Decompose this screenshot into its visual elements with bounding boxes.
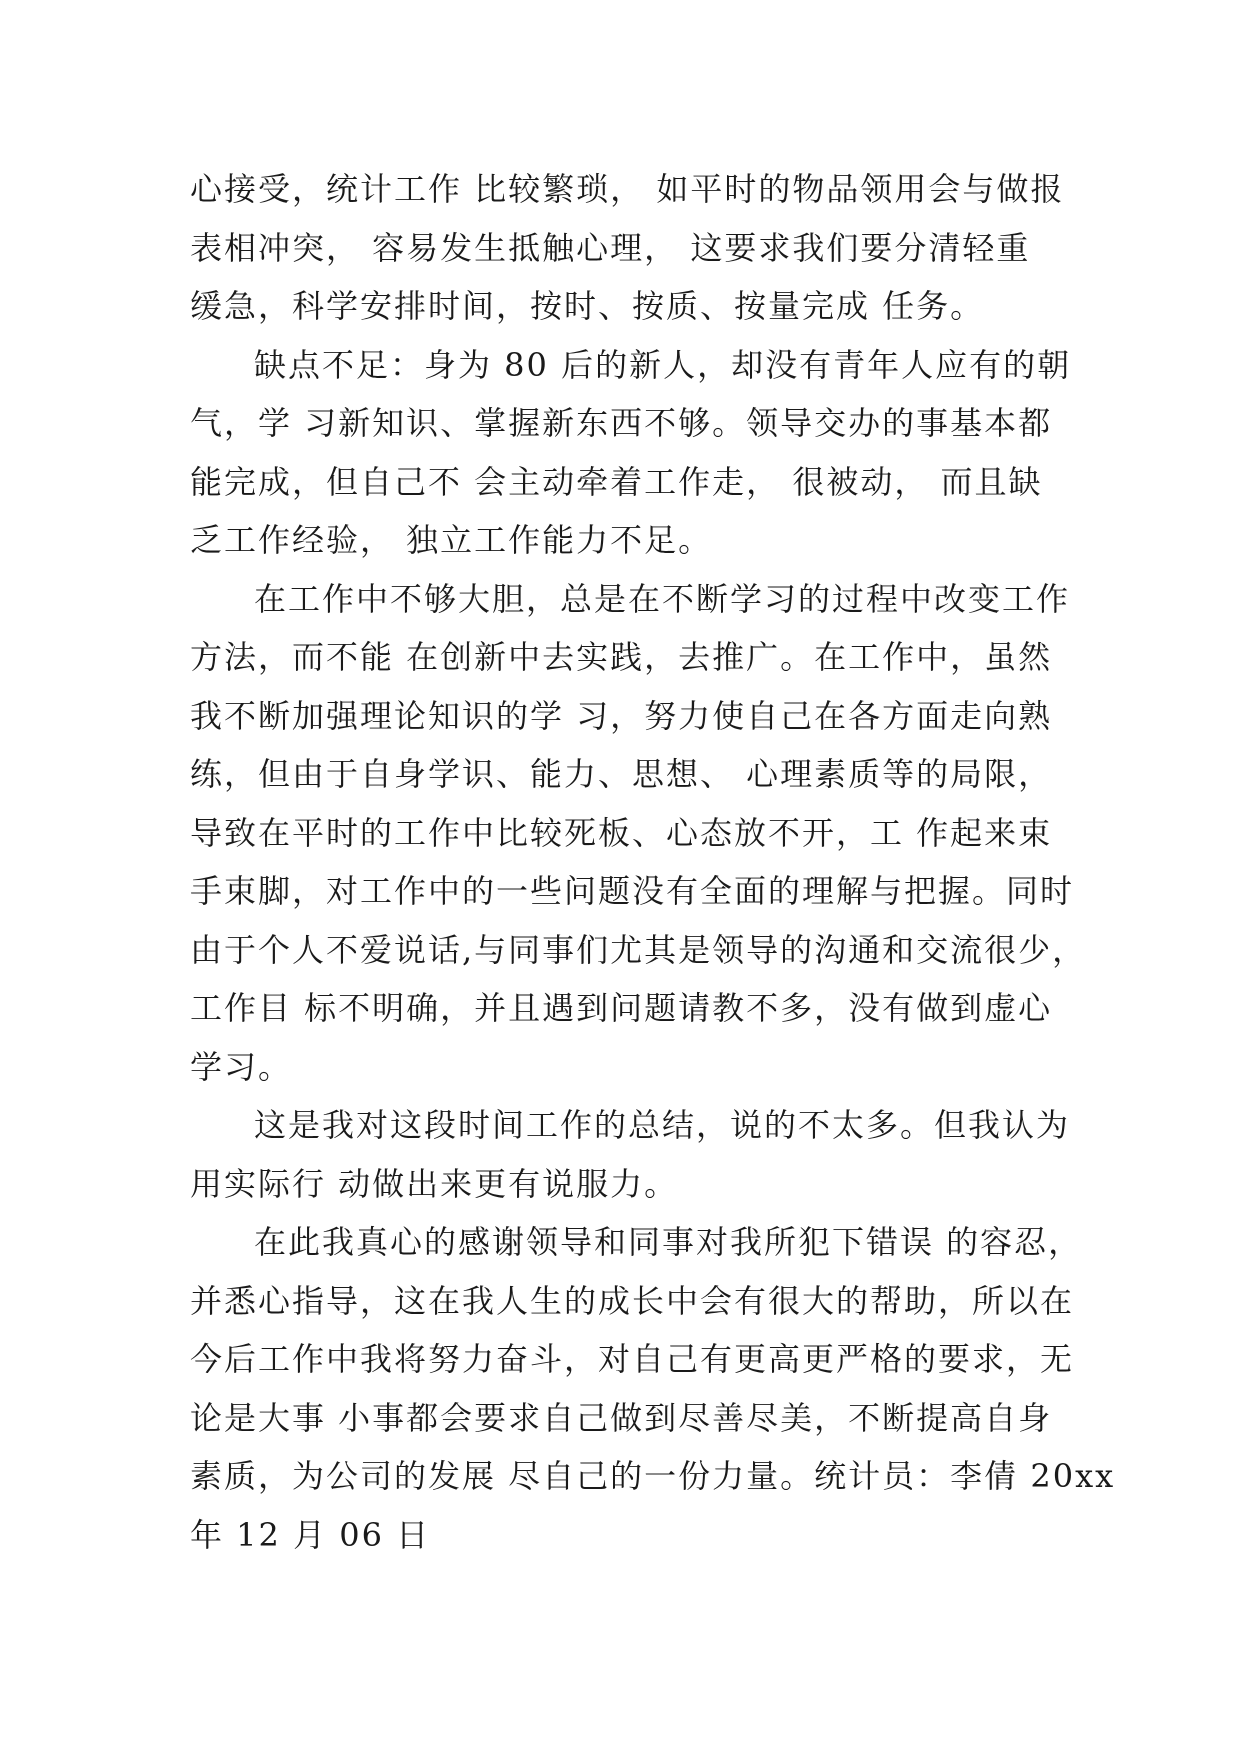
text-line: 并悉心指导，这在我人生的成长中会有很大的帮助，所以在 (190, 1281, 1075, 1320)
text-line: 表相冲突， 容易发生抵触心理， 这要求我们要分清轻重 (190, 228, 1031, 267)
text-line: 我不断加强理论知识的学 习，努力使自己在各方面走向熟 (190, 696, 1053, 735)
text-line: 用实际行 动做出来更有说服力。 (190, 1164, 679, 1203)
text-line: 学习。 (190, 1047, 293, 1086)
text-line: 由于个人不爱说话,与同事们尤其是领导的沟通和交流很少， (190, 930, 1087, 969)
text-line: 气，学 习新知识、掌握新东西不够。领导交办的事基本都 (190, 404, 1053, 442)
text-line: 导致在平时的工作中比较死板、心态放不开，工 作起来束 (190, 813, 1053, 852)
text-line: 能完成，但自己不 会主动牵着工作走， 很被动， 而且缺 (190, 462, 1043, 501)
text-line: 乏工作经验， 独立工作能力不足。 (190, 521, 713, 559)
text-line: 工作目 标不明确，并且遇到问题请教不多，没有做到虚心 (190, 989, 1053, 1027)
document-body (190, 160, 1116, 1564)
text-line: 心接受，统计工作 比较繁琐， 如平时的物品领用会与做报 (190, 170, 1065, 208)
text-line: 今后工作中我将努力奋斗，对自己有更高更严格的要求，无 (190, 1340, 1075, 1378)
text-line: 方法，而不能 在创新中去实践，去推广。在工作中，虽然 (190, 638, 1053, 676)
text-line: 在工作中不够大胆，总是在不断学习的过程中改变工作 (254, 579, 1071, 618)
text-line: 论是大事 小事都会要求自己做到尽善尽美，不断提高自身 (190, 1398, 1053, 1437)
text-line: 缺点不足：身为 80 后的新人，却没有青年人应有的朝 (254, 345, 1072, 384)
text-line: 练，但由于自身学识、能力、思想、 心理素质等的局限， (190, 755, 1053, 793)
text-line: 年 12 月 06 日 (190, 1515, 431, 1554)
text-line: 这是我对这段时间工作的总结，说的不太多。但我认为 (254, 1106, 1071, 1144)
text-line: 素质，为公司的发展 尽自己的一份力量。统计员：李倩 20xx (190, 1457, 1116, 1495)
text-line: 缓急，科学安排时间，按时、按质、按量完成 任务。 (190, 287, 985, 325)
text-line: 在此我真心的感谢领导和同事对我所犯下错误 的容忍， (254, 1223, 1083, 1261)
text-line: 手束脚，对工作中的一些问题没有全面的理解与把握。同时 (190, 872, 1075, 910)
